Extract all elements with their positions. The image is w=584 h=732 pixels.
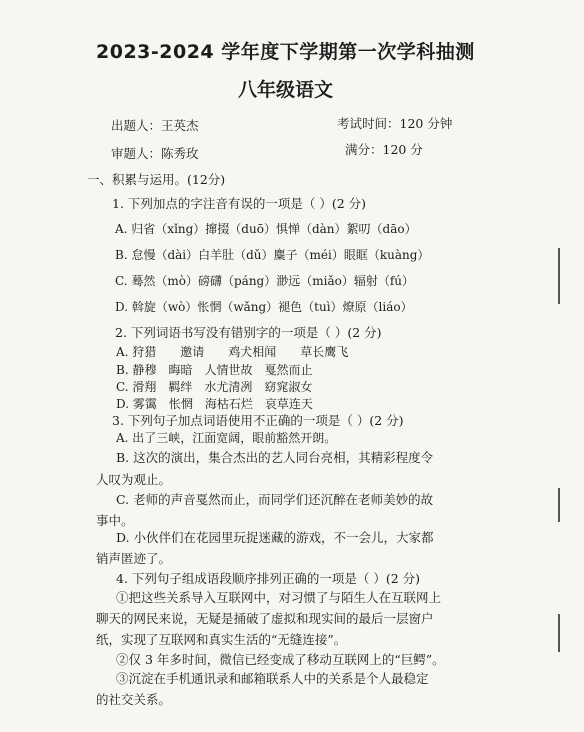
section-heading: 一、积累与运用。(12分) (87, 172, 226, 187)
question-3-option-c-line2: 事中。 (96, 513, 134, 528)
setter-label: 出题人：王英杰 (111, 118, 199, 133)
question-3-option-d-line1: D. 小伙伴们在花园里玩捉迷藏的游戏，不一会儿，大家都 (116, 530, 434, 545)
question-3-stem: 3. 下列句子加点词语使用不正确的一项是（ ）(2 分) (112, 413, 404, 428)
scan-mark (558, 614, 560, 652)
question-3-option-c-line1: C. 老师的声音戛然而止，而同学们还沉醉在老师美妙的故 (116, 492, 434, 507)
question-4-stem: 4. 下列句子组成语段顺序排列正确的一项是（ ）(2 分) (116, 571, 421, 586)
question-1-option-c: C. 蓦然（mò）磅礴（páng）渺远（miǎo）辐射（fú） (115, 274, 414, 288)
scan-mark (558, 248, 560, 304)
question-1-option-b: B. 怠慢（dài）白羊肚（dǔ）麋子（méi）眼眶（kuàng） (115, 248, 430, 262)
scan-mark (558, 488, 560, 522)
question-4-sentence-1-line3: 纸，实现了互联网和真实生活的“无缝连接”。 (96, 632, 347, 647)
exam-time-label: 考试时间：120 分钟 (337, 116, 453, 131)
question-4-sentence-1-line2: 聊天的网民来说，无疑是捅破了虚拟和现实间的最后一层窗户 (96, 611, 434, 626)
question-2-option-c: C. 滑翔 羁绊 水尤清冽 窈窕淑女 (116, 380, 313, 394)
full-score-label: 满分：120 分 (345, 142, 423, 157)
question-1-stem: 1. 下列加点的字注音有误的一项是（ ）(2 分) (112, 196, 367, 211)
question-3-option-a: A. 出了三峡，江面宽阔，眼前豁然开朗。 (116, 431, 337, 445)
question-3-option-d-line2: 销声匿迹了。 (96, 551, 172, 566)
question-3-option-b-line2: 人叹为观止。 (96, 472, 172, 487)
question-2-option-d: D. 雾霭 怅惘 海枯石烂 哀草连天 (116, 397, 313, 411)
question-4-sentence-2: ②仅 3 年多时间，微信已经变成了移动互联网上的“巨鳄”。 (116, 652, 445, 667)
question-1-option-a: A. 归省（xǐng）撺掇（duō）惧惮（dàn）絮叨（dāo） (115, 222, 417, 236)
exam-subtitle: 八年级语文 (238, 79, 334, 101)
reviewer-label: 审题人：陈秀玫 (111, 146, 199, 161)
question-4-sentence-3-line2: 的社交关系。 (96, 692, 172, 707)
exam-title: 2023-2024 学年度下学期第一次学科抽测 (96, 41, 475, 63)
question-2-option-b: B. 静穆 晦暗 人情世故 戛然而止 (116, 363, 313, 377)
question-2-option-a: A. 狩猎 邀请 鸡犬相闻 草长鹰飞 (116, 345, 349, 359)
question-1-option-d: D. 斡旋（wò）怅惘（wǎng）褪色（tuì）燎原（liáo） (115, 300, 413, 314)
question-3-option-b-line1: B. 这次的演出，集合杰出的艺人同台亮相，其精彩程度令 (116, 450, 434, 465)
question-4-sentence-1-line1: ①把这些关系导入互联网中，对习惯了与陌生人在互联网上 (116, 590, 442, 605)
question-2-stem: 2. 下列词语书写没有错别字的一项是（ ）(2 分) (115, 325, 382, 340)
question-4-sentence-3-line1: ③沉淀在手机通讯录和邮箱联系人中的关系是个人最稳定 (116, 671, 429, 686)
